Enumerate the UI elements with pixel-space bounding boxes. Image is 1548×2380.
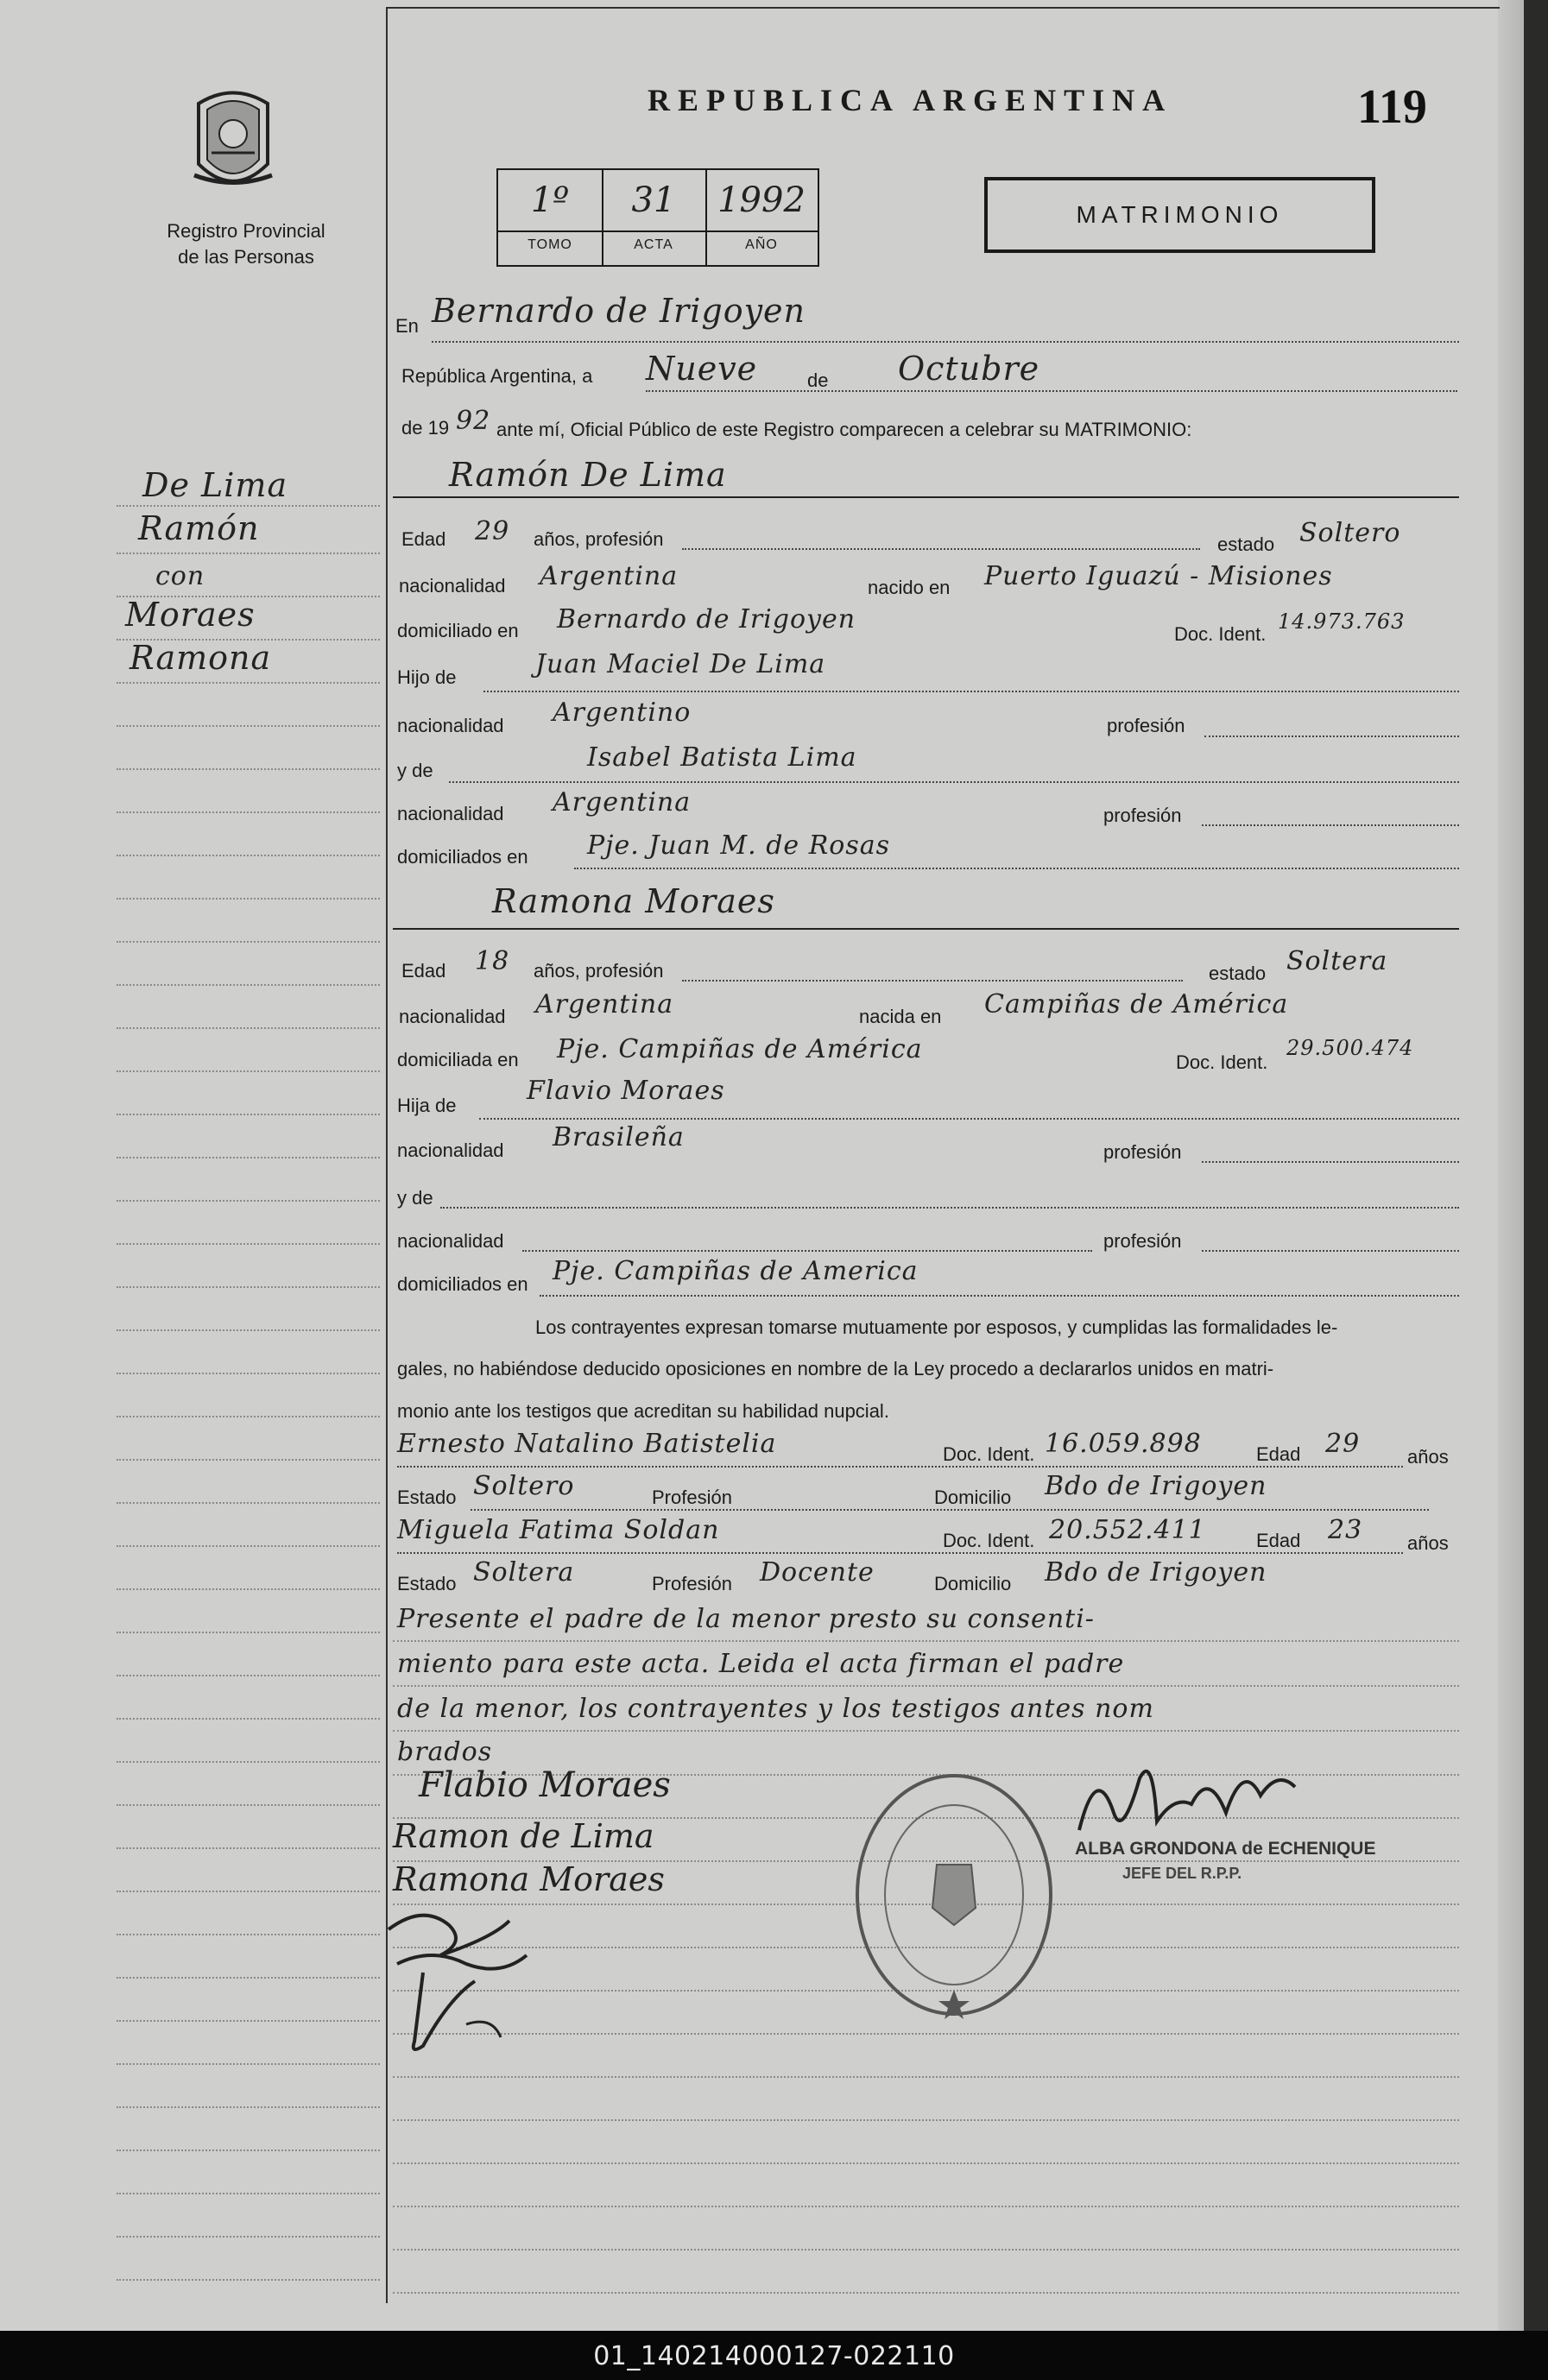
groom-name: Ramón De Lima: [449, 456, 727, 494]
groom-anos-profesion-label: años, profesión: [534, 528, 664, 550]
tomo-label: TOMO: [528, 237, 572, 252]
notes-line3: de la menor, los contrayentes y los testigos antes nom: [397, 1694, 1154, 1724]
groom-mother: Isabel Batista Lima: [587, 742, 857, 773]
witness1-estado: Soltero: [473, 1471, 575, 1501]
notes-line4: brados: [397, 1737, 493, 1767]
groom-y-de-label: y de: [397, 760, 433, 781]
bride-father-profesion-label: profesión: [1103, 1141, 1182, 1163]
witness1-domicilio-label: Domicilio: [934, 1487, 1012, 1508]
bride-hija-label: Hija de: [397, 1095, 457, 1116]
witness2-domicilio: Bdo de Irigoyen: [1045, 1557, 1267, 1588]
witness2-estado-label: Estado: [397, 1573, 457, 1594]
ano-value: 1992: [717, 180, 806, 220]
de-label: de: [807, 369, 829, 391]
notes-line2: miento para este acta. Leida el acta firman el padre: [397, 1649, 1125, 1679]
en-label: En: [395, 315, 419, 337]
bride-parents-domicilio: Pje. Campiñas de America: [553, 1256, 919, 1286]
witness1-profesion-label: Profesión: [652, 1487, 732, 1508]
witness1-edad-label: Edad: [1256, 1443, 1301, 1465]
bride-father: Flavio Moraes: [527, 1076, 725, 1106]
groom-birthplace: Puerto Iguazú - Misiones: [984, 561, 1333, 591]
bride-domiciliados-label: domiciliados en: [397, 1273, 528, 1295]
witness2-estado: Soltera: [473, 1557, 575, 1588]
act-type-box: MATRIMONIO: [984, 177, 1375, 253]
declaration-line2: gales, no habiéndose deducido oposiciones en nombre de la Ley procedo a declararlos unidos en matri-: [397, 1358, 1274, 1379]
witness2-name: Miguela Fatima Soldan: [397, 1515, 720, 1545]
bride-birthplace: Campiñas de América: [984, 989, 1289, 1020]
groom-nacionalidad: Argentina: [540, 561, 679, 591]
witness1-domicilio: Bdo de Irigoyen: [1045, 1471, 1267, 1501]
acta-label: ACTA: [634, 237, 673, 252]
signature-bride: Ramona Moraes: [393, 1860, 665, 1898]
bride-mother-profesion-label: profesión: [1103, 1230, 1182, 1252]
groom-domiciliados-label: domiciliados en: [397, 846, 528, 868]
witness2-age: 23: [1328, 1515, 1363, 1545]
margin-note-line2: Ramón: [138, 509, 260, 547]
month-value: Octubre: [898, 350, 1040, 388]
year-prefix: de 19: [401, 417, 450, 439]
groom-father: Juan Maciel De Lima: [535, 649, 826, 679]
bride-father-nacionalidad: Brasileña: [553, 1122, 685, 1152]
groom-mother-nacionalidad-label: nacionalidad: [397, 803, 504, 824]
witness2-profesion: Docente: [760, 1557, 875, 1588]
declaration-line1: Los contrayentes expresan tomarse mutuamente por esposos, y cumplidas las formalidades le-: [535, 1316, 1338, 1338]
witness1-name: Ernesto Natalino Batistelia: [397, 1429, 777, 1459]
officer-title: JEFE DEL R.P.P.: [1122, 1865, 1242, 1882]
witness1-anos-label: años: [1407, 1446, 1449, 1468]
witness2-anos-label: años: [1407, 1532, 1449, 1554]
page-edge: [1524, 0, 1548, 2331]
misiones-emblem-icon: [186, 82, 281, 203]
groom-mother-profesion-label: profesión: [1103, 805, 1182, 826]
groom-edad-label: Edad: [401, 528, 446, 550]
bride-nacida-label: nacida en: [859, 1006, 942, 1027]
groom-age: 29: [475, 516, 510, 546]
groom-father-nacionalidad-label: nacionalidad: [397, 715, 504, 736]
tomo-acta-ano-box: [496, 168, 819, 267]
groom-parents-domicilio: Pje. Juan M. de Rosas: [587, 830, 891, 861]
signature-father: Flabio Moraes: [419, 1765, 671, 1805]
groom-estado-label: estado: [1217, 533, 1275, 555]
bride-doc: 29.500.474: [1286, 1036, 1414, 1060]
statement-text: ante mí, Oficial Público de este Registro comparecen a celebrar su MATRIMONIO:: [496, 419, 1192, 440]
witness2-profesion-label: Profesión: [652, 1573, 732, 1594]
bride-y-de-label: y de: [397, 1187, 433, 1209]
declaration-line3: monio ante los testigos que acreditan su habilidad nupcial.: [397, 1400, 889, 1422]
bride-domiciliada-label: domiciliada en: [397, 1049, 519, 1070]
page-fold: [1498, 0, 1524, 2331]
year-suffix: 92: [456, 406, 491, 436]
groom-father-nacionalidad: Argentino: [553, 698, 692, 728]
margin-note-line5: Ramona: [130, 639, 272, 677]
image-caption: 01_140214000127-022110: [593, 2341, 955, 2371]
witness2-domicilio-label: Domicilio: [934, 1573, 1012, 1594]
ano-label: AÑO: [745, 237, 778, 252]
notes-line1: Presente el padre de la menor presto su consenti-: [397, 1604, 1095, 1634]
groom-mother-nacionalidad: Argentina: [553, 787, 692, 818]
margin-note-line4: Moraes: [125, 596, 256, 634]
bride-anos-profesion-label: años, profesión: [534, 960, 664, 982]
margin-note-line1: De Lima: [142, 466, 288, 504]
republica-label: República Argentina, a: [401, 365, 593, 387]
officer-name: ALBA GRONDONA de ECHENIQUE: [1075, 1839, 1376, 1859]
bride-nacionalidad: Argentina: [535, 989, 674, 1020]
bride-estado-label: estado: [1209, 963, 1267, 984]
witness1-doc: 16.059.898: [1045, 1429, 1202, 1459]
bride-mother-nacionalidad-label: nacionalidad: [397, 1230, 504, 1252]
bride-nacionalidad-label: nacionalidad: [399, 1006, 506, 1027]
groom-nacido-label: nacido en: [868, 577, 951, 598]
bride-estado: Soltera: [1286, 946, 1388, 976]
acta-value: 31: [631, 180, 676, 220]
groom-domiciliado-label: domiciliado en: [397, 620, 519, 641]
tomo-value: 1º: [530, 180, 570, 220]
bride-edad-label: Edad: [401, 960, 446, 982]
place-value: Bernardo de Irigoyen: [432, 292, 806, 330]
groom-doc-label: Doc. Ident.: [1174, 623, 1267, 645]
witness1-age: 29: [1325, 1429, 1361, 1459]
page-number: 119: [1357, 80, 1427, 134]
witness2-doc-label: Doc. Ident.: [943, 1530, 1035, 1551]
day-value: Nueve: [646, 350, 758, 388]
registry-name: [138, 218, 354, 270]
groom-nacionalidad-label: nacionalidad: [399, 575, 506, 597]
bride-age: 18: [475, 946, 510, 976]
witness1-doc-label: Doc. Ident.: [943, 1443, 1035, 1465]
country-heading: REPUBLICA ARGENTINA: [648, 83, 1173, 117]
groom-estado: Soltero: [1299, 518, 1401, 548]
margin-note-line3: con: [155, 561, 205, 591]
registry-name-line2: de las Personas: [178, 246, 314, 268]
official-stamp: [850, 1770, 1058, 2020]
groom-father-profesion-label: profesión: [1107, 715, 1185, 736]
bride-name: Ramona Moraes: [492, 882, 775, 920]
bride-doc-label: Doc. Ident.: [1176, 1051, 1268, 1073]
bride-domicilio: Pje. Campiñas de América: [557, 1034, 923, 1064]
groom-hijo-label: Hijo de: [397, 666, 457, 688]
groom-doc: 14.973.763: [1278, 609, 1406, 634]
witness-signatures-scribble: [371, 1895, 544, 2059]
top-border: [386, 7, 1500, 9]
witness1-estado-label: Estado: [397, 1487, 457, 1508]
registry-name-line1: Registro Provincial: [167, 220, 325, 242]
bride-father-nacionalidad-label: nacionalidad: [397, 1139, 504, 1161]
signature-groom: Ramon de Lima: [393, 1817, 654, 1855]
groom-domicilio: Bernardo de Irigoyen: [557, 604, 856, 634]
witness2-edad-label: Edad: [1256, 1530, 1301, 1551]
witness2-doc: 20.552.411: [1049, 1515, 1206, 1545]
